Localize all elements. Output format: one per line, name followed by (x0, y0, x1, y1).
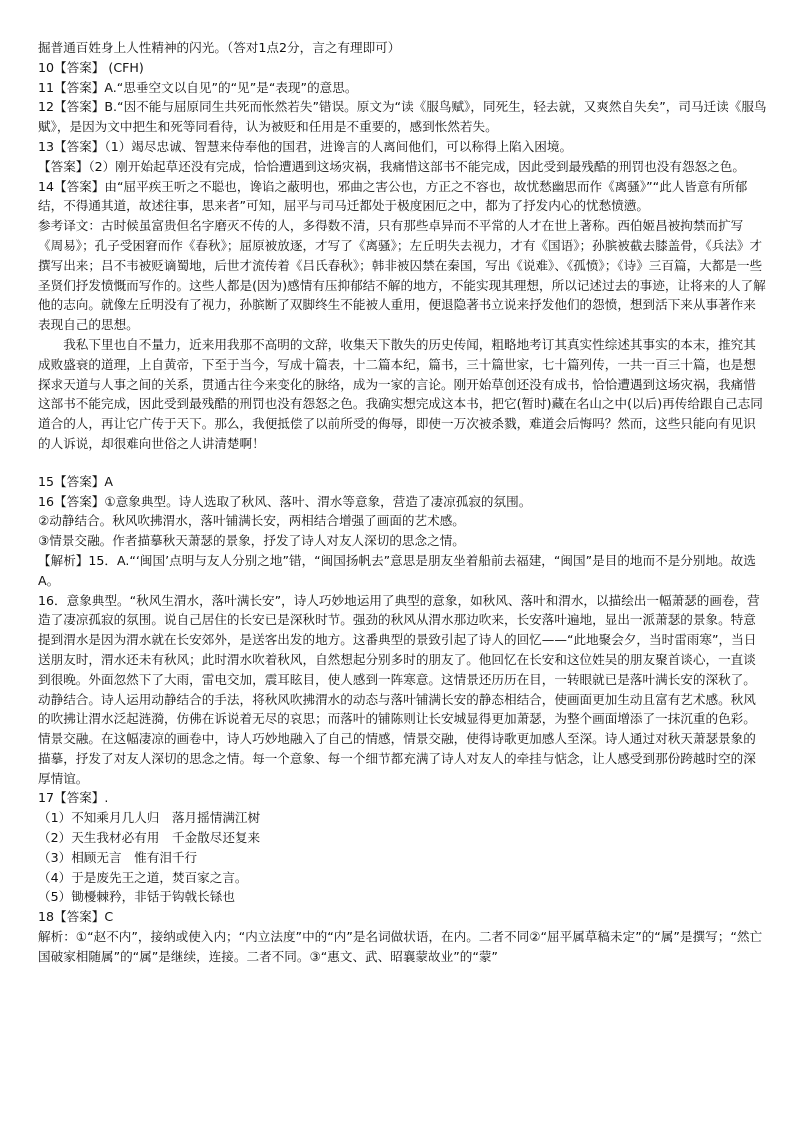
analysis-15: 【解析】15．A.“‘闽国’点明与友人分别之地”错，“闽国扬帆去”意思是朋友坐着船前去福建，“闽国”是目的地而不是分别地。故选A。 (38, 552, 756, 588)
answer-16-1: 16【答案】①意象典型。诗人选取了秋风、落叶、渭水等意象，营造了凄凉孤寂的氛围。 (38, 493, 532, 509)
answer-17-item: （4）于是废先王之道，焚百家之言。 (38, 869, 248, 885)
answer-17-item: （1）不知乘月几人归 落月摇情满江树 (38, 810, 261, 826)
analysis-18: 解析：①“赵不内”，接纳或使入内；“内立法度”中的“内”是名词做状语，在内。二者不同②“屈平属草稿未定”的“属”是撰写；“然亡国破家相随属”的“属”是继续，连接。二者不同。③“惠文、武、昭襄蒙故业”的“蒙” (38, 929, 763, 964)
answer-17-item: （3）相顾无言 惟有泪千行 (38, 849, 198, 865)
answer-18: 18【答案】C (38, 909, 114, 925)
analysis-16-imagery: 16．意象典型。“秋风生渭水，落叶满长安”，诗人巧妙地运用了典型的意象，如秋风、落叶和渭水，以描绘出一幅萧瑟的画卷，营造了凄凉孤寂的氛围。说自己居住的长安已是深秋时节。强劲的秋风从渭水那边吹来，长安落叶遍地，显出一派萧瑟的景象。特意提到渭水是因为渭水就在长安郊外，是送客出发的地方。这番典型的景致引起了诗人的回忆——“此地聚会夕，当时雷雨寒”，当日送朋友时，渭水还未有秋风；此时渭水吹着秋风，自然想起分别多时的朋友了。他回忆在长安和这位姓吴的朋友聚首谈心，一直谈到很晚。外面忽然下了大雨，雷电交加，震耳眩目，使人感到一阵寒意。这情景还历历在目，一转眼就已是落叶满长安的深秋了。 (38, 592, 760, 687)
analysis-16-motion: 动静结合。诗人运用动静结合的手法，将秋风吹拂渭水的动态与落叶铺满长安的静态相结合，使画面更加生动且富有艺术感。秋风的吹拂让渭水泛起涟漪，仿佛在诉说着无尽的哀思；而落叶的铺陈则让长安城显得更加萧瑟，为整个画面增添了一抹沉重的色彩。 (38, 691, 756, 727)
answer-17-item: （2）天生我材必有用 千金散尽还复来 (38, 830, 261, 846)
answer-16-2: ②动静结合。秋风吹拂渭水，落叶铺满长安，两相结合增强了画面的艺术感。 (38, 513, 465, 529)
answer-12: 12【答案】B.“因不能与屈原同生共死而怅然若失”错误。原文为“读《服鸟赋》，同死生，轻去就，又爽然自失矣”，司马迁读《服鸟赋》，是因为文中把生和死等同看待，认为被贬和任用是不重要的，感到怅然若失。 (38, 99, 767, 135)
answer-11: 11【答案】A.“思垂空文以自见”的“见”是“表现”的意思。 (38, 79, 358, 95)
translation-paragraph-2: 我私下里也自不量力，近来用我那不高明的文辞，收集天下散失的历史传闻，粗略地考订其真实性综述其事实的本末，推究其成败盛衰的道理，上自黄帝，下至于当今，写成十篇表，十二篇本纪，篇书，三十篇世家，七十篇列传，一共一百三十篇，也是想探求天道与人事之间的关系，贯通古往今来变化的脉络，成为一家的言论。刚开始草创还没有成书，恰恰遭遇到这场灾祸，我痛惜这部书不能完成，因此受到最残酷的刑罚也没有怨怒之色。我确实想完成这本书，把它(暂时)藏在名山之中(以后)再传给跟自己志同道合的人，再让它广传于天下。那么，我便抵偿了以前所受的侮辱，即使一万次被杀戮，难道会后悔吗？然而，这些只能向有见识的人诉说，却很难向世俗之人讲清楚啊！ (38, 336, 763, 451)
answer-14: 14【答案】由“屈平疾王听之不聪也，谗谄之蔽明也，邪曲之害公也，方正之不容也，故忧愁幽思而作《离骚》”“此人皆意有所郁结，不得通其道，故述往事，思来者”可知，屈平与司马迁都处于极度困厄之中，都为了抒发内心的忧愁愤懑。 (38, 178, 748, 214)
analysis-16-emotion: 情景交融。在这幅凄凉的画卷中，诗人巧妙地融入了自己的情感，情景交融，使得诗歌更加感人至深。诗人通过对秋天萧瑟景象的描摹，抒发了对友人深切的思念之情。每一个意象、每一个细节都充满了诗人对友人的牵挂与惦念，让人感受到那份跨越时空的深厚情谊。 (38, 731, 756, 786)
answer-15: 15【答案】A (38, 473, 114, 489)
document-page (38, 38, 768, 967)
answer-17-item: （5）锄櫌棘矜，非铦于钩戟长铩也 (38, 889, 235, 905)
spacer (38, 454, 768, 472)
answer-13-2: 【答案】（2）刚开始起草还没有完成，恰恰遭遇到这场灾祸，我痛惜这部书不能完成，因此受到最残酷的刑罚也没有怨怒之色。 (38, 158, 745, 174)
answer-13-1: 13【答案】（1）竭尽忠诚、智慧来侍奉他的国君，进谗言的人离间他们，可以称得上陷入困境。 (38, 138, 573, 154)
answer-17: 17【答案】. (38, 790, 109, 806)
translation-paragraph-1: 参考译文：古时候虽富贵但名字磨灭不传的人，多得数不清，只有那些卓异而不平常的人才在世上著称。西伯姬昌被拘禁而扩写《周易》；孔子受困窘而作《春秋》；屈原被放逐，才写了《离骚》；左丘明失去视力，才有《国语》；孙膑被截去膝盖骨，《兵法》才撰写出来；吕不韦被贬谪蜀地，后世才流传着《吕氏春秋》；韩非被囚禁在秦国，写出《说难》、《孤愤》；《诗》三百篇，大都是一些圣贤们抒发愤慨而写作的。这些人都是(因为)感情有压抑郁结不解的地方，不能实现其理想，所以记述过去的事迹，让将来的人了解他的志向。就像左丘明没有了视力，孙膑断了双脚终生不能被人重用，便退隐著书立说来抒发他们的怨愤，想到活下来从事著作来表现自己的思想。 (38, 218, 766, 333)
answer-10: 10【答案】 (CFH) (38, 59, 144, 75)
answer-16-3: ③情景交融。作者描摹秋天萧瑟的景象，抒发了诗人对友人深切的思念之情。 (38, 533, 465, 549)
text-line: 掘普通百姓身上人性精神的闪光。（答对1点2分，言之有理即可） (38, 40, 401, 55)
